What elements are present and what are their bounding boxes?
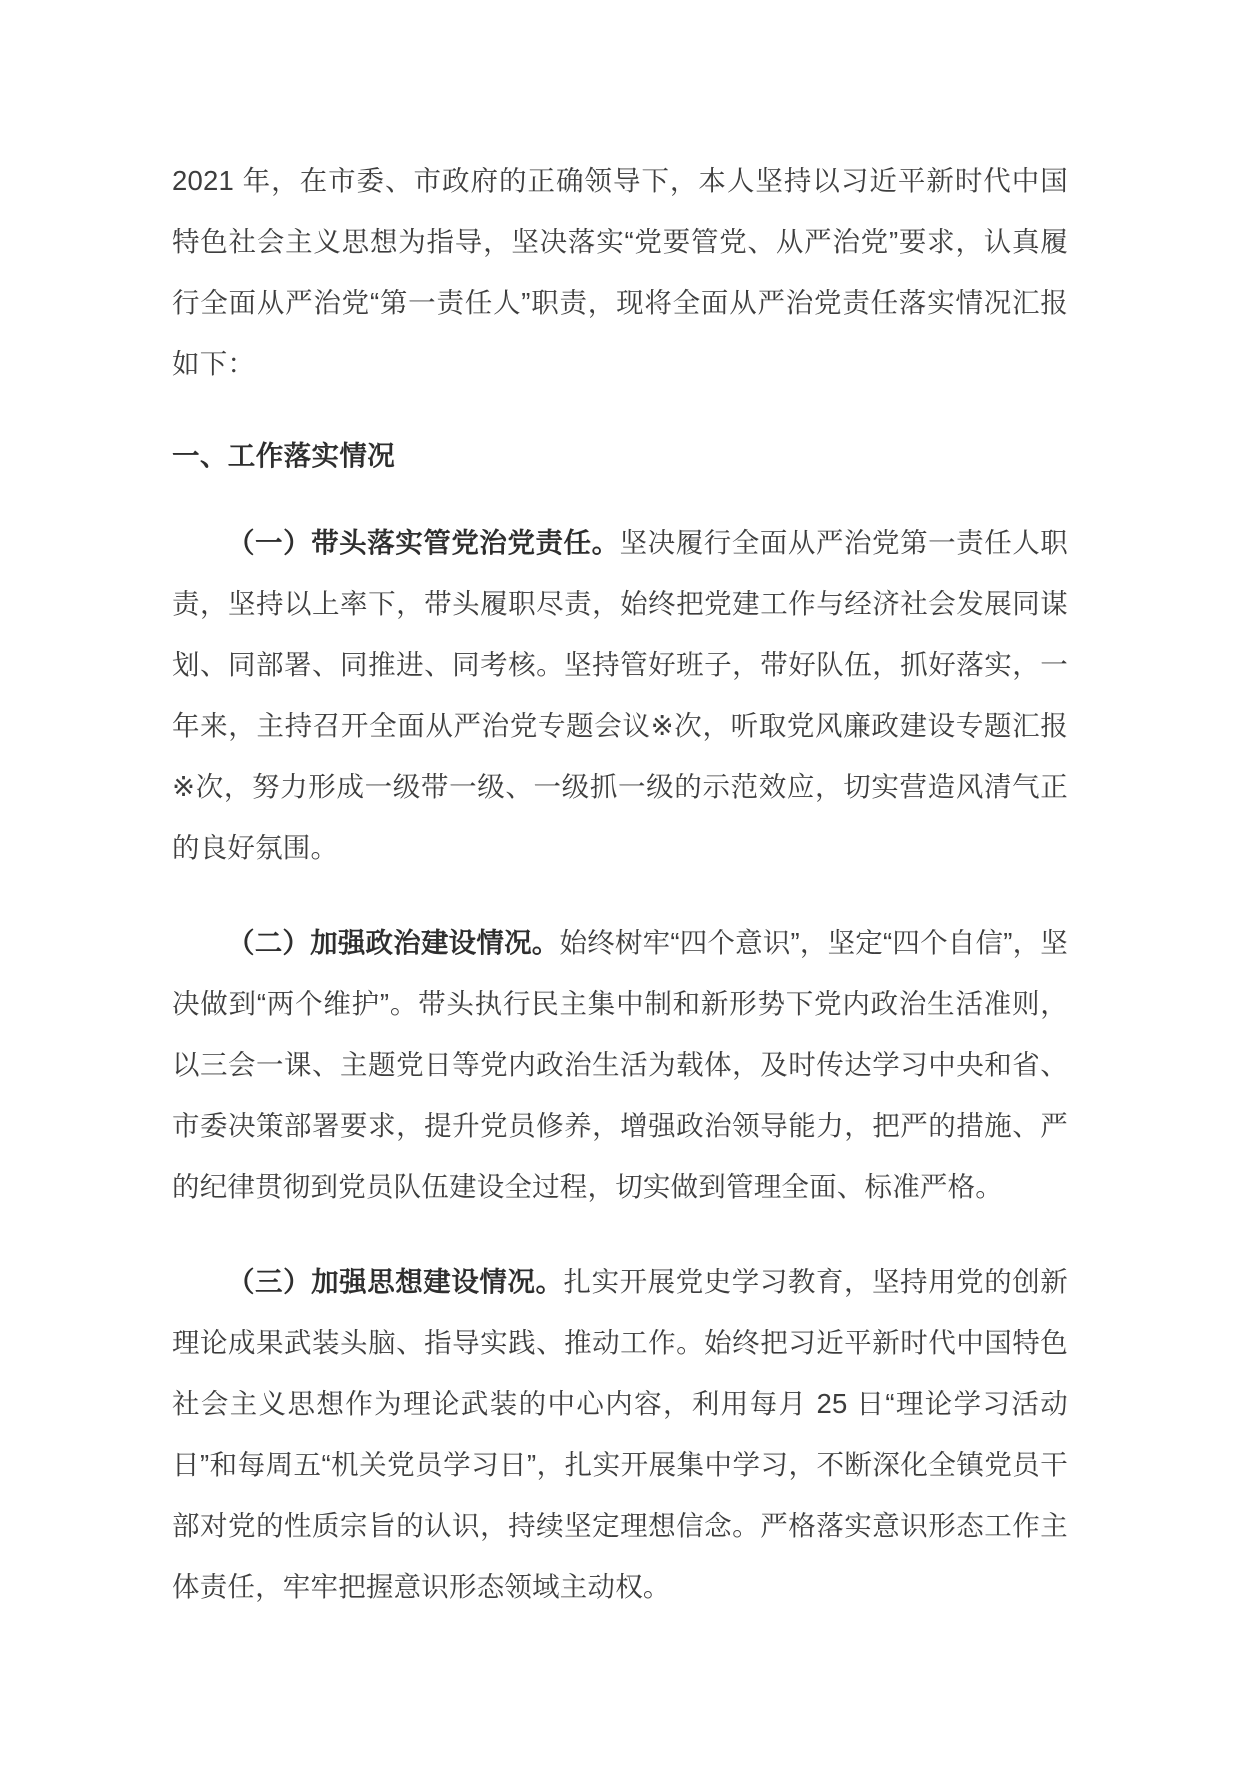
subsection-three-body: 扎实开展党史学习教育，坚持用党的创新理论成果武装头脑、指导实践、推动工作。始终把习近平新时代中国特色社会主义思想作为理论武装的中心内容，利用每月 25 日“理论学习活动日”和每周五“机关党员学习日”，扎实开展集中学习，不断深化全镇党员干部对党的性质宗旨的认识，持续坚定理想信念。严格落实意识形态工作主体责任，牢牢把握意识形态领域主动权。: [172, 1266, 1068, 1602]
subsection-three-title: （三）加强思想建设情况。: [227, 1266, 564, 1297]
section-heading-one: 一、工作落实情况: [172, 440, 396, 471]
subsection-two-paragraph: [172, 912, 1068, 1217]
subsection-two-body: 始终树牢“四个意识”，坚定“四个自信”，坚决做到“两个维护”。带头执行民主集中制和新形势下党内政治生活准则，以三会一课、主题党日等党内政治生活为载体，及时传达学习中央和省、市委决策部署要求，提升党员修养，增强政治领导能力，把严的措施、严的纪律贯彻到党员队伍建设全过程，切实做到管理全面、标准严格。: [172, 927, 1068, 1202]
opening-paragraph: 2021 年，在市委、市政府的正确领导下，本人坚持以习近平新时代中国特色社会主义思想为指导，坚决落实“党要管党、从严治党”要求，认真履行全面从严治党“第一责任人”职责，现将全面从严治党责任落实情况汇报如下：: [172, 165, 1068, 379]
subsection-two-title: （二）加强政治建设情况。: [227, 927, 560, 958]
document-body: [172, 150, 1068, 1617]
subsection-three-paragraph: [172, 1251, 1068, 1617]
subsection-one-body: 坚决履行全面从严治党第一责任人职责，坚持以上率下，带头履职尽责，始终把党建工作与经济社会发展同谋划、同部署、同推进、同考核。坚持管好班子，带好队伍，抓好落实，一年来，主持召开全面从严治党专题会议※次，听取党风廉政建设专题汇报※次，努力形成一级带一级、一级抓一级的示范效应，切实营造风清气正的良好氛围。: [172, 527, 1068, 863]
subsection-one-paragraph: [172, 512, 1068, 878]
subsection-one-title: （一）带头落实管党治党责任。: [227, 527, 620, 558]
